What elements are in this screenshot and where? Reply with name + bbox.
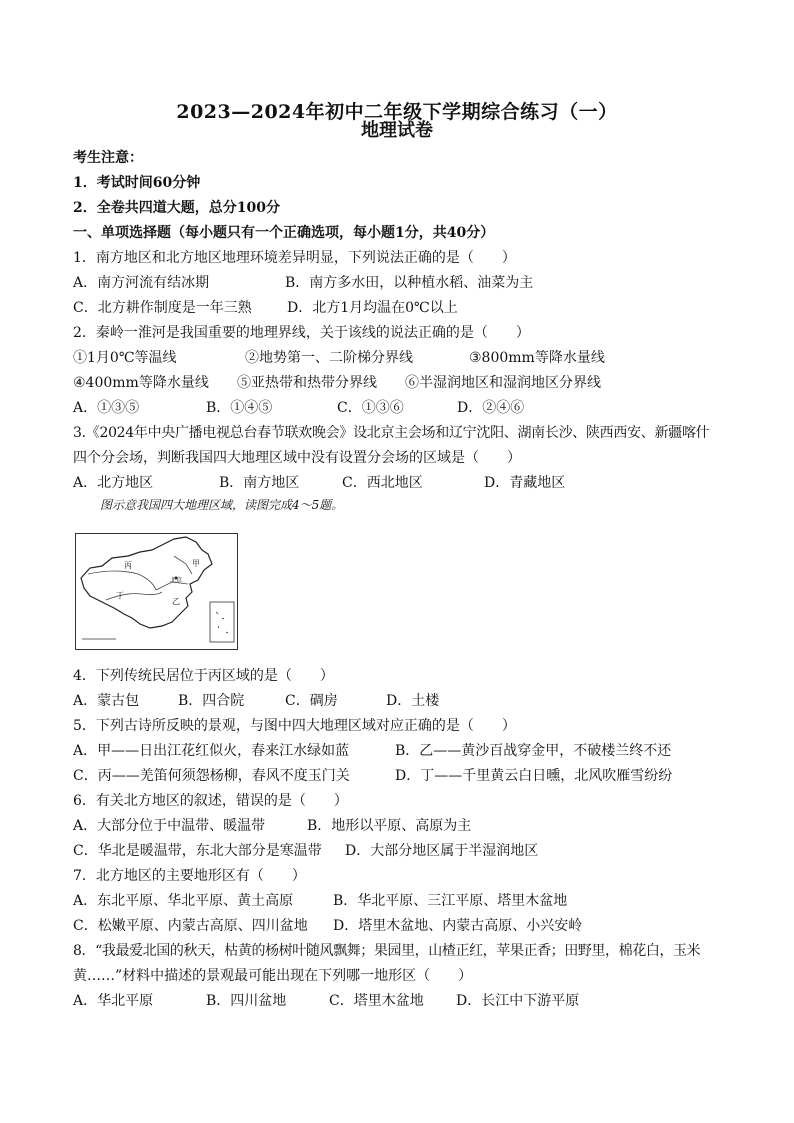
option-d: D．丁——千里黄云白日曛，北风吹雁雪纷纷	[395, 768, 673, 784]
option-d: D．塔里木盆地、内蒙古高原、小兴安岭	[333, 918, 583, 934]
map-label-yi: 乙	[172, 597, 180, 606]
map-drawing	[76, 534, 237, 649]
option-c: C．丙——羌笛何须怨杨柳，春风不度玉门关	[73, 768, 350, 784]
notes-heading: 考生注意：	[73, 150, 143, 166]
map-label-bing: 丙	[124, 561, 132, 570]
question-8-stem-line2: 黄……”材料中描述的景观最可能出现在下列哪一地形区（ ）	[73, 968, 473, 984]
option-c: C．西北地区	[342, 475, 423, 491]
question-2-options	[73, 398, 733, 418]
item-1: ①1月0℃等温线	[73, 350, 177, 366]
region-boundary-northeast	[174, 556, 192, 574]
option-b: B．四合院	[178, 693, 245, 709]
figure-caption: 图示意我国四大地理区域，读图完成4～5题。	[100, 498, 344, 512]
item-5: ⑤亚热带和热带分界线	[237, 375, 377, 391]
option-a: A．甲——日出江花红似火，春来江水绿如蓝	[73, 743, 350, 759]
question-2-stem: 2．秦岭一淮河是我国重要的地理界线，关于该线的说法正确的是（ ）	[73, 325, 530, 341]
option-b: B．乙——黄沙百战穿金甲，不破楼兰终不还	[395, 743, 672, 759]
item-3: ③800mm等降水量线	[469, 350, 605, 366]
question-2-items-row2	[73, 373, 733, 393]
china-regions-map	[75, 533, 238, 650]
item-6: ⑥半湿润地区和湿润地区分界线	[405, 375, 601, 391]
option-d: D．青藏地区	[484, 475, 566, 491]
question-8-options	[73, 991, 733, 1011]
option-b: B．南方地区	[219, 475, 300, 491]
map-label-jia: 甲	[192, 559, 200, 568]
question-4-stem: 4．下列传统民居位于丙区域的是（ ）	[73, 668, 334, 684]
question-6-stem: 6．有关北方地区的叙述，错误的是（ ）	[73, 793, 348, 809]
question-7-options-row1	[73, 891, 733, 911]
note-item-2: 2．全卷共四道大题，总分100分	[73, 200, 280, 216]
question-5-options-row2	[73, 766, 733, 786]
option-d: D．大部分地区属于半湿润地区	[345, 843, 539, 859]
option-a: A．北方地区	[73, 475, 154, 491]
question-6-options-row2	[73, 841, 733, 861]
option-b: B．①④⑤	[206, 400, 273, 416]
question-1-stem: 1．南方地区和北方地区地理环境差异明显，下列说法正确的是（ ）	[73, 250, 516, 266]
option-a: A．蒙古包	[73, 693, 140, 709]
option-a: A．大部分位于中温带、暖温带	[73, 818, 266, 834]
region-boundary-north-west	[88, 571, 156, 590]
option-a: A．南方河流有结冰期	[73, 275, 210, 291]
item-4: ④400mm等降水量线	[73, 375, 209, 391]
option-b: B．华北平原、三江平原、塔里木盆地	[333, 893, 568, 909]
option-a: A．东北平原、华北平原、黄土高原	[73, 893, 294, 909]
option-d: D．北方1月均温在0℃以上	[287, 300, 458, 316]
option-c: C．松嫩平原、内蒙古高原、四川盆地	[73, 918, 308, 934]
option-b: B．四川盆地	[206, 993, 287, 1009]
exam-subject: 地理试卷	[361, 120, 433, 141]
note-item-1: 1．考试时间60分钟	[73, 175, 201, 191]
question-7-stem: 7．北方地区的主要地形区有（ ）	[73, 868, 306, 884]
option-d: D．长江中下游平原	[456, 993, 580, 1009]
region-boundary-tibet	[106, 592, 162, 600]
question-3-stem-line2: 四个分会场，判断我国四大地理区域中没有设置分会场的区域是（ ）	[73, 450, 521, 466]
question-3-options	[73, 473, 733, 493]
south-sea-islands	[216, 612, 228, 633]
question-4-options	[73, 691, 733, 711]
question-1-options-row1	[73, 273, 733, 293]
option-c: C．北方耕作制度是一年三熟	[73, 300, 252, 316]
option-c: C．碉房	[285, 693, 338, 709]
option-b: B．地形以平原、高原为主	[307, 818, 472, 834]
question-6-options-row1	[73, 816, 733, 836]
option-b: B．南方多水田，以种植水稻、油菜为主	[285, 275, 534, 291]
question-3-stem-line1: 3.《2024年中央广播电视总台春节联欢晚会》设北京主会场和辽宁沈阳、湖南长沙、陕西西安、新疆喀什	[73, 425, 710, 441]
item-2: ②地势第一、二阶梯分界线	[245, 350, 413, 366]
question-7-options-row2	[73, 916, 733, 936]
south-sea-inset	[210, 602, 234, 642]
question-5-stem: 5．下列古诗所反映的景观，与图中四大地理区域对应正确的是（ ）	[73, 718, 516, 734]
question-2-items-row1	[73, 348, 733, 368]
question-5-options-row1	[73, 741, 733, 761]
option-a: A．华北平原	[73, 993, 154, 1009]
china-outline	[81, 537, 212, 628]
option-c: C．塔里木盆地	[329, 993, 424, 1009]
section-heading: 一、单项选择题（每小题只有一个正确选项，每小题1分，共40分）	[73, 225, 495, 241]
option-c: C．华北是暖温带，东北大部分是寒温带	[73, 843, 322, 859]
map-label-ding: 丁	[116, 591, 124, 600]
option-a: A．①③⑤	[73, 400, 140, 416]
option-d: D．②④⑥	[457, 400, 525, 416]
question-8-stem-line1: 8．“我最爱北国的秋天，枯黄的杨树叶随风飘舞；果园里，山楂正红，苹果正香；田野里，棉花白，玉米	[73, 943, 701, 959]
exam-title: 2023—2024年初中二年级下学期综合练习（一）	[176, 101, 618, 123]
map-label-beijing: 北京	[170, 577, 183, 584]
question-1-options-row2	[73, 298, 733, 318]
option-d: D．土楼	[386, 693, 440, 709]
option-c: C．①③⑥	[337, 400, 404, 416]
